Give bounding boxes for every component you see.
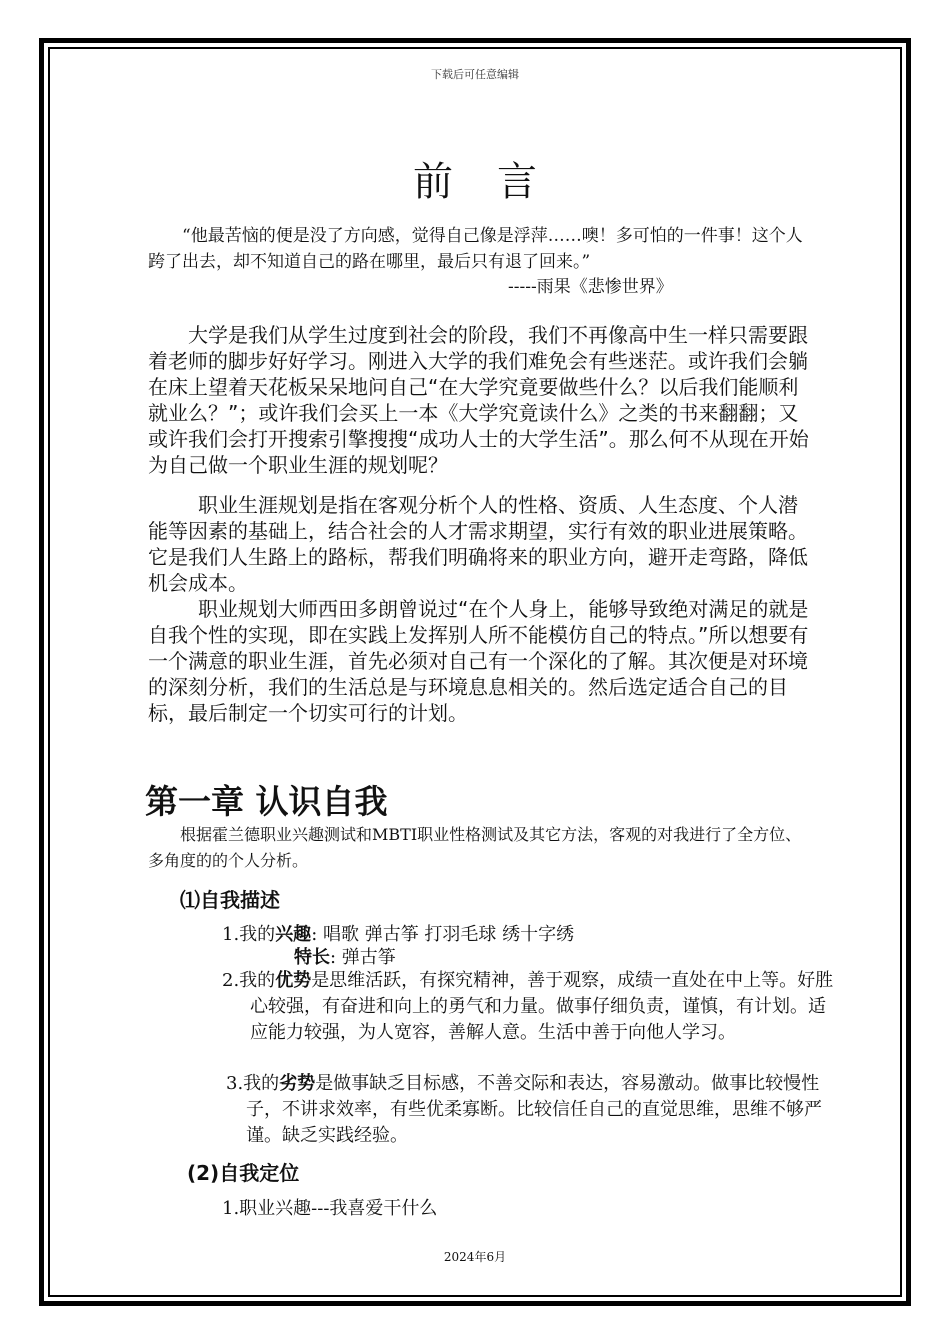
- header-note: 下载后可任意编辑: [431, 68, 519, 81]
- chapter-intro: 根据霍兰德职业兴趣测试和MBTI职业性格测试及其它方法，客观的对我进行了全方位、多角度的的个人分析。: [148, 825, 802, 870]
- list-item-strengths: [222, 968, 840, 1046]
- list-item-weaknesses: [226, 1071, 836, 1149]
- list-item-career-interest: 1.职业兴趣---我喜爱干什么: [222, 1198, 438, 1219]
- chapter-heading: 第一章 认识自我: [145, 782, 388, 821]
- section-heading-self-description: ⑴自我描述: [180, 888, 280, 912]
- item-prefix: 2.我的: [222, 970, 276, 991]
- list-item-interests: [222, 922, 574, 948]
- preface-paragraph-1: 大学是我们从学生过度到社会的阶段，我们不再像高中生一样只需要跟着老师的脚步好好学习。刚进入大学的我们难免会有些迷茫。或许我们会躺在床上望着天花板呆呆地问自己“在大学究竟要做些什么？以后我们能顺利就业么？”；或许我们会买上一本《大学究竟读什么》之类的书来翻翻；又或许我们会打开搜索引擎搜搜“成功人士的大学生活”。那么何不从现在开始为自己做一个职业生涯的规划呢？: [148, 323, 809, 477]
- item-keyword: 兴趣: [275, 924, 312, 945]
- item-text: 是思维活跃，有探究精神，善于观察，成绩一直处在中上等。好胜心较强，有奋进和向上的勇气和力量。做事仔细负责，谨慎，有计划。适应能力较强，为人宽容，善解人意。生活中善于向他人学习。: [250, 970, 834, 1043]
- item-keyword: 优势: [275, 970, 312, 991]
- item-prefix: 1.我的: [222, 924, 276, 945]
- item-text: : 唱歌 弹古筝 打羽毛球 绣十字绣: [311, 924, 575, 945]
- preface-paragraph-2: 职业生涯规划是指在客观分析个人的性格、资质、人生态度、个人潜能等因素的基础上，结合社会的人才需求期望，实行有效的职业进展策略。它是我们人生路上的路标，帮我们明确将来的职业方向，避开走弯路，降低机会成本。: [148, 493, 808, 595]
- item-prefix: 3.我的: [226, 1073, 280, 1094]
- item-keyword: 特长: [294, 947, 330, 968]
- section-heading-self-positioning: (2)自我定位: [187, 1161, 300, 1185]
- item-keyword: 劣势: [279, 1073, 316, 1094]
- preface-paragraph-3: 职业规划大师西田多朗曾说过“在个人身上，能够导致绝对满足的就是自我个性的实现，即在实践上发挥别人所不能模仿自己的特点。”所以想要有一个满意的职业生涯，首先必须对自己有一个深化的了解。其次便是对环境的深刻分析，我们的生活总是与环境息息相关的。然后选定适合自己的目标，最后制定一个切实可行的计划。: [148, 597, 809, 725]
- footer-date: 2024年6月: [443, 1250, 507, 1264]
- epigraph-quote: “他最苦恼的便是没了方向感，觉得自己像是浮萍……噢！多可怕的一件事！这个人跨了出去，却不知道自己的路在哪里，最后只有退了回来。”: [148, 226, 803, 272]
- page-title: 前言: [413, 159, 581, 205]
- item-text: 是做事缺乏目标感，不善交际和表达，容易激动。做事比较慢性子，不讲求效率，有些优柔寡断。比较信任自己的直觉思维，思维不够严谨。缺乏实践经验。: [246, 1073, 822, 1146]
- epigraph-source: -----雨果《悲惨世界》: [508, 277, 673, 297]
- item-text: : 弹古筝: [330, 947, 396, 968]
